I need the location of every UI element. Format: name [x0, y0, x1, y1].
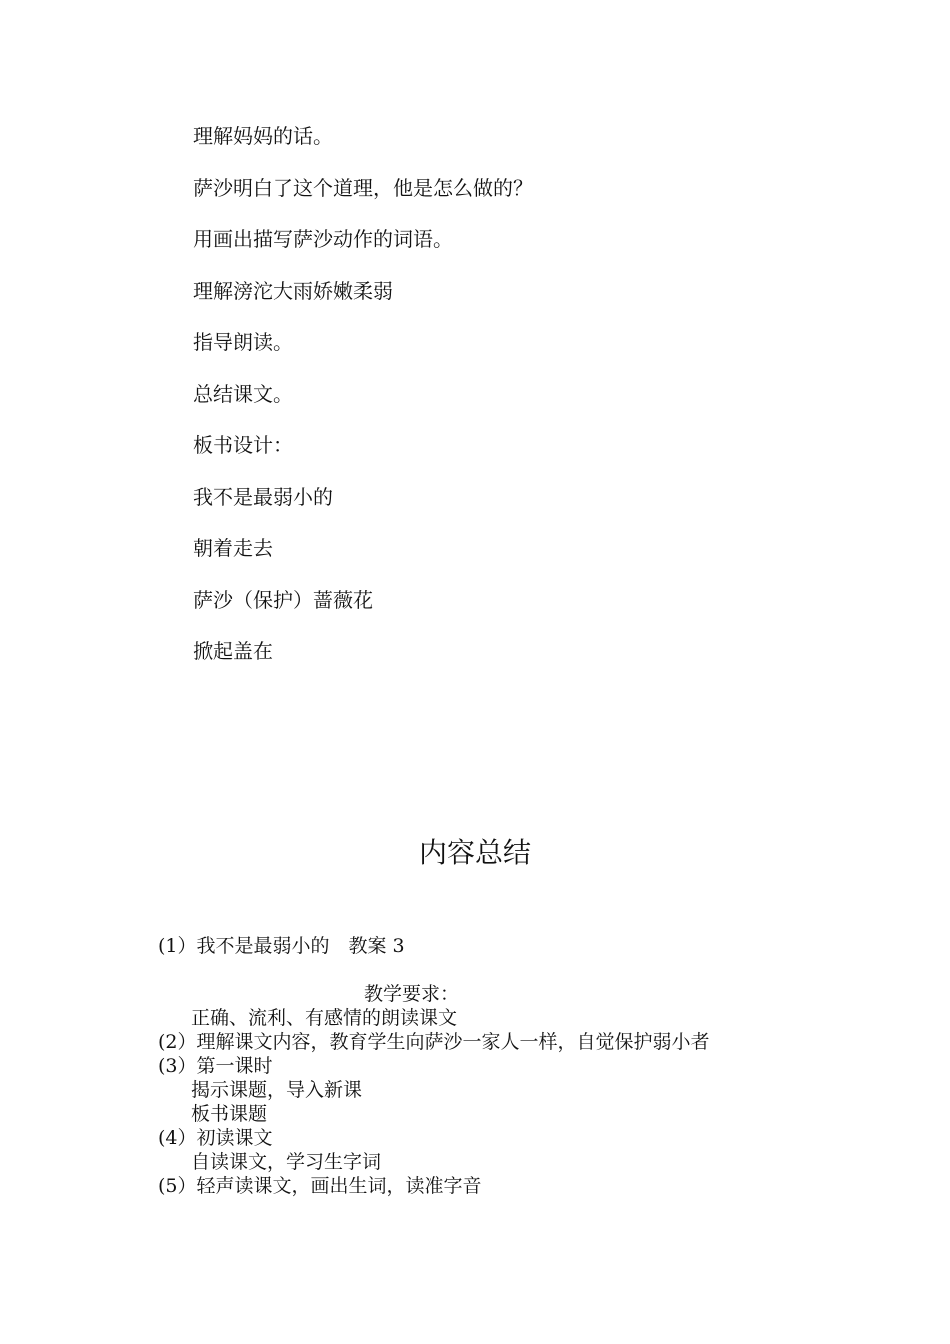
board-line: 掀起盖在: [193, 639, 273, 663]
summary-item: (4）初读课文: [158, 1127, 273, 1149]
board-line: 萨沙（保护）蔷薇花: [193, 587, 373, 612]
summary-sub-line: 揭示课题，导入新课: [191, 1079, 363, 1101]
lesson-line: (1）我不是最弱小的 教案 3: [158, 935, 405, 957]
board-line: 我不是最弱小的: [193, 484, 333, 509]
summary-title: 内容总结: [418, 836, 531, 869]
board-line: 朝着走去: [193, 536, 273, 560]
summary-sub-line: 正确、流利、有感情的朗读课文: [191, 1007, 458, 1029]
text-line: 萨沙明白了这个道理，他是怎么做的？: [193, 175, 533, 200]
requirements-heading: 教学要求：: [364, 983, 460, 1005]
text-line: 总结课文。: [193, 381, 293, 406]
summary-sub-line: 板书课题: [191, 1103, 268, 1125]
text-line: 理解妈妈的话。: [193, 124, 333, 148]
text-line: 理解滂沱大雨娇嫩柔弱: [193, 278, 393, 303]
summary-item: (2）理解课文内容，教育学生向萨沙一家人一样，自觉保护弱小者: [158, 1031, 710, 1053]
summary-item: (5）轻声读课文，画出生词，读准字音: [158, 1175, 482, 1197]
text-line: 用画出描写萨沙动作的词语。: [193, 227, 453, 251]
text-line: 指导朗读。: [193, 330, 293, 354]
board-design-heading: 板书设计：: [193, 433, 293, 457]
summary-block: [158, 934, 710, 1198]
lesson-text-block: [193, 122, 533, 689]
summary-item: (3）第一课时: [158, 1055, 273, 1077]
summary-sub-line: 自读课文，学习生字词: [191, 1151, 382, 1173]
